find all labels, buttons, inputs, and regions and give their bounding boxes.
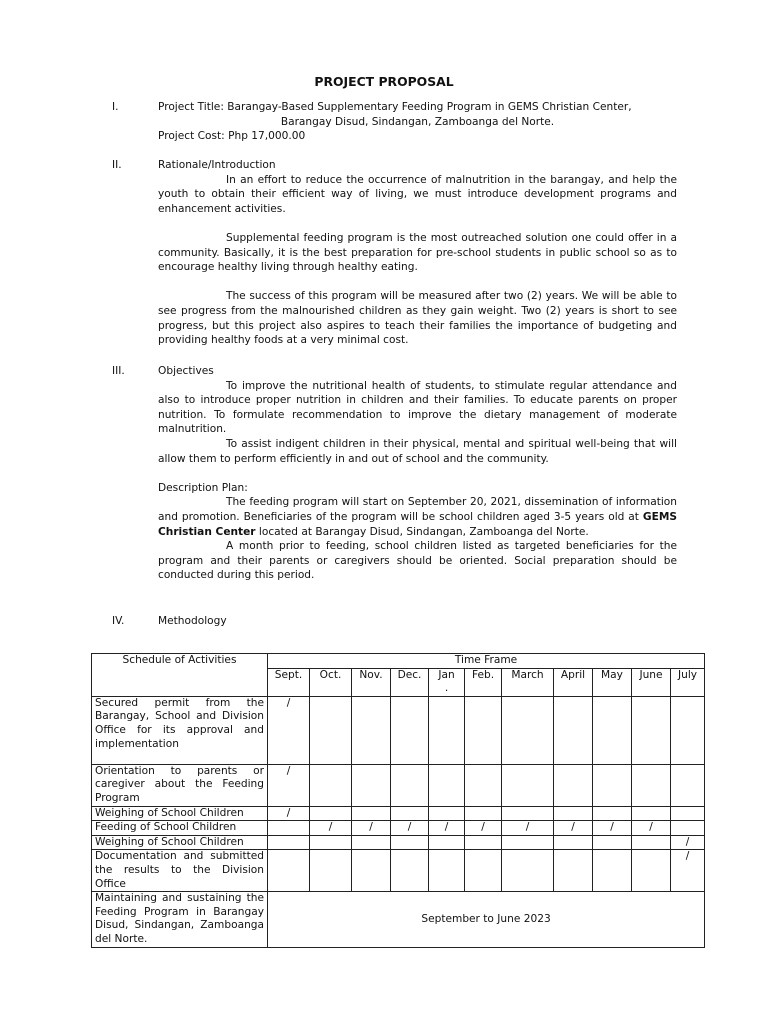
- project-cost: Project Cost: Php 17,000.00: [158, 130, 306, 143]
- section-number: I.: [112, 101, 119, 113]
- schedule-mark-cell: [465, 764, 502, 806]
- project-title-line2: Barangay Disud, Sindangan, Zamboanga del Norte.: [280, 115, 555, 128]
- table-row: [92, 764, 705, 806]
- schedule-mark-cell: /: [465, 821, 502, 836]
- schedule-mark-cell: [391, 835, 429, 850]
- month-header: March: [502, 668, 554, 696]
- table-row: [92, 696, 705, 764]
- schedule-mark-cell: [632, 806, 671, 821]
- activity-cell: Weighing of School Children: [92, 835, 268, 850]
- schedule-mark-cell: [502, 835, 554, 850]
- schedule-mark-cell: /: [391, 821, 429, 836]
- section-heading: Objectives: [158, 365, 214, 377]
- schedule-mark-cell: [671, 764, 705, 806]
- rationale-paragraph-3: The success of this program will be measured after two (2) years. We will be able to see progress from the malnourished children as they gain weight. Two (2) years is short to see progress, but this project also aspires to teach their families the importance of budgeting and providing healthy foods at a very minimal cost.: [158, 290, 677, 347]
- schedule-mark-cell: [310, 835, 352, 850]
- month-header: Nov.: [352, 668, 391, 696]
- schedule-mark-cell: /: [352, 821, 391, 836]
- schedule-mark-cell: [465, 806, 502, 821]
- objectives-paragraph-2: To assist indigent children in their physical, mental and spiritual well-being that will allow them to perform efficiently in and out of school and the community.: [158, 437, 677, 465]
- description-paragraph-2: A month prior to feeding, school children listed as targeted beneficiaries for the program and their parents or caregivers should be oriented. Social preparation should be conducted during this period.: [158, 540, 677, 582]
- rationale-paragraph-2: Supplemental feeding program is the most outreached solution one could offer in a community. Basically, it is the best preparation for pre-school students in public school so as to encourage healthy living through healthy eating.: [158, 231, 677, 274]
- schedule-mark-cell: [465, 850, 502, 892]
- schedule-mark-cell: [502, 764, 554, 806]
- schedule-mark-cell: /: [429, 821, 465, 836]
- schedule-mark-cell: [391, 806, 429, 821]
- schedule-mark-cell: /: [502, 821, 554, 836]
- section-number: III.: [112, 365, 125, 377]
- table-row: [92, 850, 705, 892]
- month-header: April: [554, 668, 593, 696]
- schedule-mark-cell: /: [268, 764, 310, 806]
- schedule-mark-cell: /: [268, 806, 310, 821]
- schedule-mark-cell: [352, 696, 391, 764]
- schedule-mark-cell: [429, 806, 465, 821]
- activities-header: Schedule of Activities: [92, 654, 268, 697]
- schedule-mark-cell: [429, 835, 465, 850]
- timeframe-header: Time Frame: [268, 654, 705, 669]
- month-header: June: [632, 668, 671, 696]
- schedule-mark-cell: [632, 764, 671, 806]
- schedule-mark-cell: /: [632, 821, 671, 836]
- schedule-mark-cell: [429, 764, 465, 806]
- schedule-mark-cell: [632, 850, 671, 892]
- schedule-mark-cell: [593, 835, 632, 850]
- schedule-mark-cell: [391, 850, 429, 892]
- schedule-mark-cell: [593, 764, 632, 806]
- schedule-mark-cell: [465, 696, 502, 764]
- schedule-mark-cell: [554, 806, 593, 821]
- table-header-row: [92, 654, 705, 669]
- activity-cell: Orientation to parents or caregiver about the Feeding Program: [92, 764, 268, 806]
- schedule-mark-cell: /: [671, 850, 705, 892]
- month-header: Dec.: [391, 668, 429, 696]
- section-number: II.: [112, 159, 122, 171]
- schedule-mark-cell: [268, 821, 310, 836]
- schedule-mark-cell: [310, 850, 352, 892]
- schedule-mark-cell: [632, 696, 671, 764]
- schedule-mark-cell: /: [671, 835, 705, 850]
- schedule-mark-cell: /: [593, 821, 632, 836]
- schedule-mark-cell: [429, 850, 465, 892]
- section-heading: Rationale/Introduction: [158, 159, 276, 171]
- schedule-mark-cell: [391, 764, 429, 806]
- schedule-mark-cell: [554, 835, 593, 850]
- project-title-line1: Project Title: Barangay-Based Supplementary Feeding Program in GEMS Christian Center,: [158, 101, 632, 113]
- schedule-mark-cell: [593, 806, 632, 821]
- objectives-paragraph-1: To improve the nutritional health of students, to stimulate regular attendance and also to introduce proper nutrition in children and their families. To educate parents on proper nutrition. To formulate recommendation to improve the dietary management of moderate malnutrition.: [158, 379, 677, 436]
- schedule-mark-cell: [671, 821, 705, 836]
- table-row: [92, 806, 705, 821]
- schedule-mark-cell: [352, 835, 391, 850]
- activity-cell: Documentation and submitted the results to the Division Office: [92, 850, 268, 892]
- schedule-mark-cell: [554, 696, 593, 764]
- timeframe-span-cell: September to June 2023: [268, 892, 705, 947]
- schedule-mark-cell: [554, 850, 593, 892]
- schedule-mark-cell: /: [554, 821, 593, 836]
- schedule-mark-cell: [554, 764, 593, 806]
- schedule-mark-cell: [310, 806, 352, 821]
- activity-cell: Weighing of School Children: [92, 806, 268, 821]
- schedule-mark-cell: [352, 850, 391, 892]
- activity-cell: Feeding of School Children: [92, 821, 268, 836]
- section-number: IV.: [112, 615, 125, 627]
- schedule-mark-cell: [310, 764, 352, 806]
- schedule-mark-cell: [268, 850, 310, 892]
- description-plan-heading: Description Plan:: [158, 481, 248, 494]
- month-header: Sept.: [268, 668, 310, 696]
- page-title: PROJECT PROPOSAL: [314, 74, 454, 89]
- schedule-mark-cell: [268, 835, 310, 850]
- table-row: [92, 821, 705, 836]
- schedule-mark-cell: /: [268, 696, 310, 764]
- rationale-paragraph-1: In an effort to reduce the occurrence of malnutrition in the barangay, and help the youth to obtain their efficient way of living, we must introduce development programs and enhancement activities.: [158, 173, 677, 215]
- activity-cell: Maintaining and sustaining the Feeding Program in Barangay Disud, Sindangan, Zamboanga del Norte.: [92, 892, 268, 947]
- schedule-mark-cell: [593, 696, 632, 764]
- schedule-mark-cell: [502, 850, 554, 892]
- schedule-mark-cell: [352, 806, 391, 821]
- section-heading: Methodology: [158, 615, 227, 627]
- month-header: May: [593, 668, 632, 696]
- schedule-mark-cell: [502, 806, 554, 821]
- schedule-mark-cell: [391, 696, 429, 764]
- month-header: July: [671, 668, 705, 696]
- schedule-mark-cell: [671, 696, 705, 764]
- schedule-mark-cell: [632, 835, 671, 850]
- month-header: Oct.: [310, 668, 352, 696]
- schedule-mark-cell: [429, 696, 465, 764]
- center-name: GEMS Christian Center: [158, 510, 677, 538]
- schedule-mark-cell: [310, 696, 352, 764]
- month-header: Jan .: [429, 668, 465, 696]
- schedule-mark-cell: /: [310, 821, 352, 836]
- table-row: [92, 835, 705, 850]
- description-paragraph-1: The feeding program will start on September 20, 2021, dissemination of information and promotion. Beneficiaries of the program will be school children aged 3-5 years old at GEMS Christian Center located at Barangay Disud, Sindangan, Zamboanga del Norte.: [158, 496, 677, 538]
- schedule-table: [91, 653, 705, 948]
- schedule-mark-cell: [671, 806, 705, 821]
- schedule-mark-cell: [593, 850, 632, 892]
- schedule-mark-cell: [502, 696, 554, 764]
- schedule-mark-cell: [465, 835, 502, 850]
- table-row: [92, 892, 705, 947]
- month-header: Feb.: [465, 668, 502, 696]
- schedule-mark-cell: [352, 764, 391, 806]
- activity-cell: Secured permit from the Barangay, School and Division Office for its approval and implementation: [92, 696, 268, 764]
